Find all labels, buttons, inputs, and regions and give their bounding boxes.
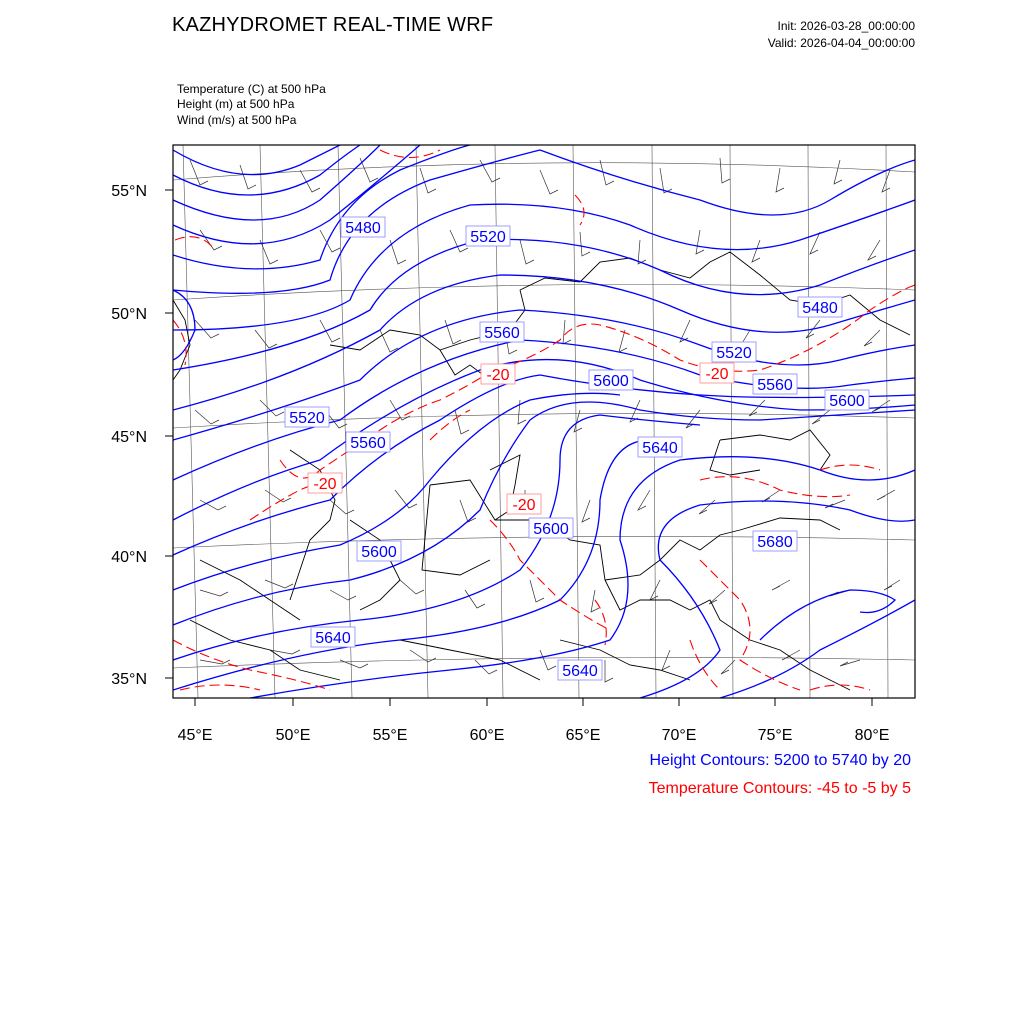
height-contour-label: 5600 [533, 521, 569, 538]
temperature-legend: Temperature Contours: -45 to -5 by 5 [648, 780, 911, 797]
height-contour-label: 5480 [345, 220, 381, 237]
map-title: KAZHYDROMET REAL-TIME WRF [172, 14, 494, 36]
height-contour-label: 5560 [350, 435, 386, 452]
lon-label: 60°E [469, 727, 505, 744]
lon-label: 80°E [854, 727, 890, 744]
axis-ticks [165, 190, 872, 706]
temperature-contour-label: -20 [705, 366, 729, 383]
lat-label: 55°N [111, 183, 147, 200]
height-contour-label: 5480 [802, 300, 838, 317]
variable-temperature: Temperature (C) at 500 hPa [177, 82, 326, 96]
height-contour-label: 5560 [484, 325, 520, 342]
valid-time: Valid: 2026-04-04_00:00:00 [767, 36, 915, 50]
height-contour-label: 5680 [757, 534, 793, 551]
lon-label: 70°E [661, 727, 697, 744]
lat-label: 45°N [111, 429, 147, 446]
lon-label: 65°E [565, 727, 601, 744]
height-contour-label: 5600 [361, 544, 397, 561]
height-contour-label: 5640 [562, 663, 598, 680]
lon-label: 55°E [372, 727, 408, 744]
temperature-contour-label: -20 [512, 497, 536, 514]
height-contour-label: 5560 [757, 377, 793, 394]
latitude-labels [111, 183, 147, 688]
height-contour-label: 5640 [642, 440, 678, 457]
graticule [173, 145, 915, 698]
height-contour-label: 5600 [593, 373, 629, 390]
lat-label: 50°N [111, 306, 147, 323]
height-contour-label: 5520 [716, 345, 752, 362]
temperature-contour-label: -20 [486, 367, 510, 384]
height-contours [173, 145, 915, 698]
height-contour-label: 5600 [829, 393, 865, 410]
longitude-labels [178, 727, 890, 744]
lon-label: 45°E [177, 727, 213, 744]
lon-label: 50°E [275, 727, 311, 744]
init-time: Init: 2026-03-28_00:00:00 [777, 19, 915, 33]
variable-wind: Wind (m/s) at 500 hPa [177, 113, 297, 127]
lat-label: 40°N [111, 549, 147, 566]
height-legend: Height Contours: 5200 to 5740 by 20 [649, 752, 911, 769]
map-frame [173, 145, 915, 698]
temperature-contour-label: -20 [313, 476, 337, 493]
lat-label: 35°N [111, 671, 147, 688]
lon-label: 75°E [757, 727, 793, 744]
height-contour-label: 5520 [470, 229, 506, 246]
height-contour-label: 5520 [289, 410, 325, 427]
height-contour-label: 5640 [315, 630, 351, 647]
variable-height: Height (m) at 500 hPa [177, 97, 295, 111]
